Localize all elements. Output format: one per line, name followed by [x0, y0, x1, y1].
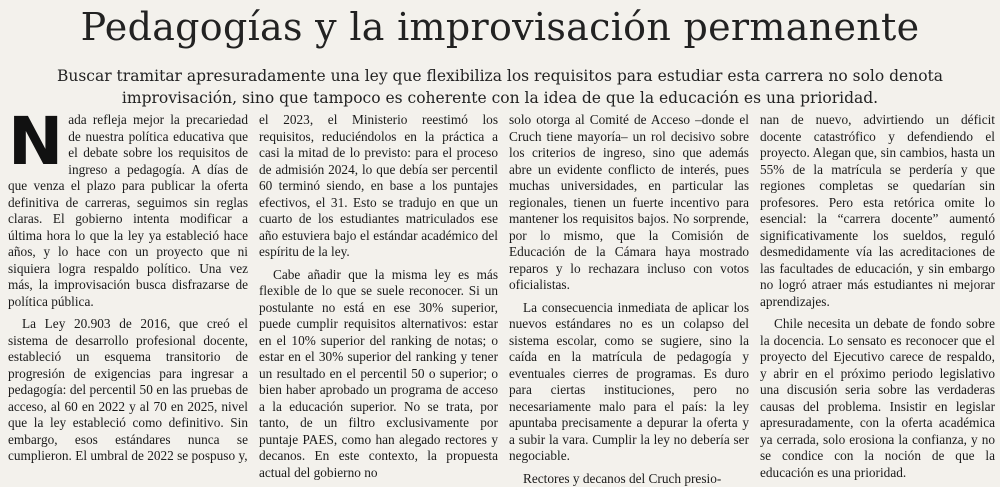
article-title: Pedagogías y la improvisación permanente [0, 4, 1000, 50]
paragraph: La Ley 20.903 de 2016, que creó el sistema de desarrollo profesional docente, estableció un esquema transitorio de progresión de exigencias para ingresar a pedagogía: del percentil 50 en las pruebas de acceso, al 60 en 2022 y al 70 en 2025, nivel que la ley estableció como definitivo. Sin embargo, esos estándares nunca se cumplieron. El umbral de 2022 se pospuso y, [8, 316, 248, 465]
article-column-2 [259, 112, 498, 448]
article-column-4 [760, 112, 995, 448]
drop-cap: N [8, 112, 63, 174]
paragraph: solo otorga al Comité de Acceso –donde el Cruch tiene mayoría– un rol decisivo sobre los criterios de ingreso, sino que además abre un evidente conflicto de interés, pues muchas universidades, en particular las regionales, tienen un fuerte incentivo para mantener los requisitos bajos. No sorprende, por lo mismo, que la Comisión de Educación de la Cámara haya mostrado reparos y lo rechazara incluso con votos oficialistas. [509, 112, 749, 294]
article-column-1 [8, 112, 248, 448]
paragraph [8, 112, 248, 310]
paragraph-text: ada refleja mejor la precariedad de nuestra política educativa que el debate sobre los requisitos de ingreso a pedagogía. A días de que venza el plazo para publicar la oferta definitiva de carreras, seguimos sin reglas claras. El gobierno intenta modificar a última hora lo que la ley ya estableció hace años, y lo hace con un proyecto que ni siquiera logra respaldo político. Una vez más, la improvisación busca disfrazarse de política pública. [8, 112, 248, 309]
paragraph: Chile necesita un debate de fondo sobre la docencia. Lo sensato es reconocer que el proyecto del Ejecutivo carece de respaldo, y abrir en el próximo periodo legislativo una discusión seria sobre las verdaderas causas del problema. Insistir en legislar apresuradamente, con la oferta académica ya cerrada, solo erosiona la confianza, y no se condice con la noción de que la educación es una prioridad. [760, 316, 995, 481]
article-deck: Buscar tramitar apresuradamente una ley que flexibiliza los requisitos para estudiar esta carrera no solo denota improvisación, sino que tampoco es coherente con la idea de que la educación es una prioridad. [40, 65, 960, 109]
paragraph: Cabe añadir que la misma ley es más flexible de lo que se suele reconocer. Si un postulante no está en ese 30% superior, puede cumplir requisitos alternativos: estar en el 10% superior del ranking de notas; o estar en el 30% superior del ranking y tener un resultado en el percentil 50 o superior; o bien haber aprobado un programa de acceso a la educación superior. No se trata, por tanto, de un filtro exclusivamente por puntaje PAES, como han alegado rectores y decanos. En este contexto, la propuesta actual del gobierno no [259, 267, 498, 482]
paragraph: Rectores y decanos del Cruch presio- [509, 471, 749, 487]
paragraph: La consecuencia inmediata de aplicar los nuevos estándares no es un colapso del sistema escolar, como se sugiere, sino la caída en la matrícula de pedagogía y eventuales cierres de programas. Es duro para ciertas instituciones, pero no necesariamente malo para el país: la ley apuntaba precisamente a depurar la oferta y a subir la vara. Cumplir la ley no debería ser negociable. [509, 300, 749, 465]
article-column-3 [509, 112, 749, 448]
paragraph: nan de nuevo, advirtiendo un déficit docente catastrófico y defendiendo el proyecto. Alegan que, sin cambios, hasta un 55% de la matrícula se perdería y que regiones completas se quedarían sin profesores. Pero esta retórica omite lo esencial: la “carrera docente” aumentó significativamente los sueldos, reguló desmedidamente vía las acreditaciones de las facultades de educación, y sin embargo no logró atraer más estudiantes ni mejorar aprendizajes. [760, 112, 995, 310]
paragraph: el 2023, el Ministerio reestimó los requisitos, reduciéndolos en la práctica a casi la mitad de lo previsto: para el proceso de admisión 2024, lo que debía ser percentil 60 terminó siendo, en base a los puntajes efectivos, el 31. Esto se tradujo en que un cuarto de los estudiantes matriculados ese año estuviera bajo el estándar académico del espíritu de la ley. [259, 112, 498, 261]
